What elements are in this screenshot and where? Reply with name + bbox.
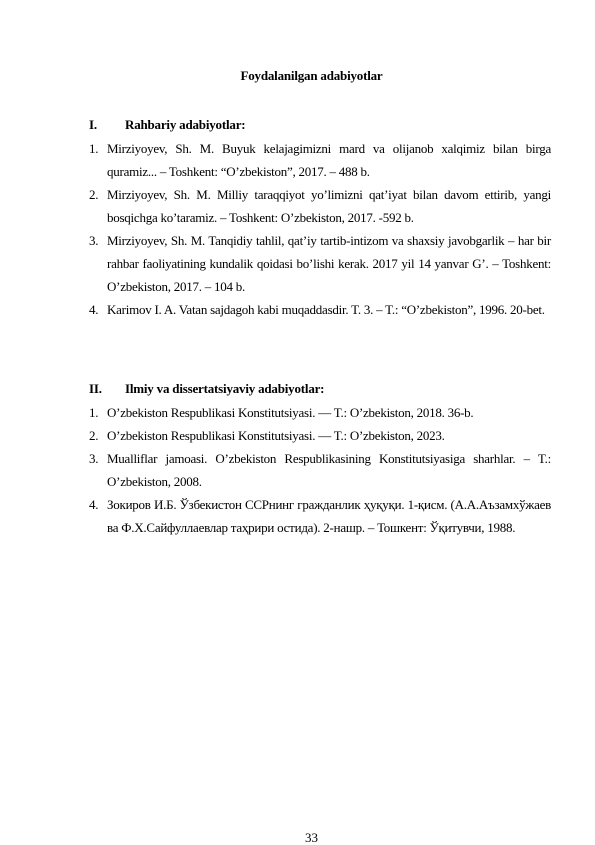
section-label: Rahbariy adabiyotlar: — [125, 117, 246, 132]
reference-item — [89, 137, 551, 183]
section-number: II. — [89, 381, 102, 396]
reference-item — [89, 493, 551, 539]
reference-item — [89, 447, 551, 493]
reference-list-rahbariy — [89, 137, 551, 321]
reference-number: 4. — [89, 302, 99, 317]
page-title: Foydalanilgan adabiyotlar — [240, 68, 383, 83]
reference-number: 4. — [89, 497, 99, 512]
reference-item — [89, 229, 551, 298]
reference-text: Karimov I. A. Vatan sajdagoh kabi muqaddasdir. T. 3. – T.: “O’zbekiston”, 1996. 20-bet. — [107, 302, 545, 317]
reference-number: 1. — [89, 405, 99, 420]
reference-text: O’zbekiston Respublikasi Konstitutsiyasi. — T.: O’zbekiston, 2023. — [107, 428, 445, 443]
reference-text: Зокиров И.Б. Ўзбекистон ССРнинг гражданлик ҳуқуқи. 1-қисм. (А.А.Аъзамхўжаев ва Ф.Х.Сайфуллаевлар таҳрири остида). 2-нашр. – Тошкент: Ўқитувчи, 1988. — [107, 497, 551, 535]
reference-text: Mualliflar jamoasi. O’zbekiston Respublikasining Konstitutsiyasiga sharhlar. – T.: O’zbekiston, 2008. — [107, 451, 551, 489]
reference-item — [89, 183, 551, 229]
reference-item — [89, 401, 551, 424]
reference-item — [89, 298, 551, 321]
reference-text: Mirziyoyev, Sh. M. Tanqidiy tahlil, qat’iy tartib-intizom va shaxsiy javobgarlik – har bir rahbar faoliyatining kundalik qoidasi bo’lishi kerak. 2017 yil 14 yanvar G’. – Toshkent: O’zbekiston, 2017. – 104 b. — [107, 233, 551, 294]
reference-number: 2. — [89, 428, 99, 443]
reference-number: 3. — [89, 451, 99, 466]
reference-text: Mirziyoyev, Sh. M. Buyuk kelajagimizni mard va olijanob xalqimiz bilan birga quramiz... – Toshkent: “O’zbekiston”, 2017. – 488 b. — [107, 141, 551, 179]
reference-number: 2. — [89, 187, 99, 202]
reference-list-ilmiy — [89, 401, 551, 539]
reference-number: 3. — [89, 233, 99, 248]
section-label: Ilmiy va dissertatsiyaviy adabiyotlar: — [125, 381, 325, 396]
reference-text: Mirziyoyev, Sh. M. Milliy taraqqiyot yo’limizni qat’iyat bilan davom ettirib, yangi bosqichga ko’taramiz. – Toshkent: O’zbekiston, 2017. -592 b. — [107, 187, 551, 225]
reference-number: 1. — [89, 141, 99, 156]
reference-item — [89, 424, 551, 447]
reference-text: O’zbekiston Respublikasi Konstitutsiyasi. — T.: O’zbekiston, 2018. 36-b. — [107, 405, 474, 420]
page-number: 33 — [305, 830, 318, 845]
section-number: I. — [89, 117, 97, 132]
